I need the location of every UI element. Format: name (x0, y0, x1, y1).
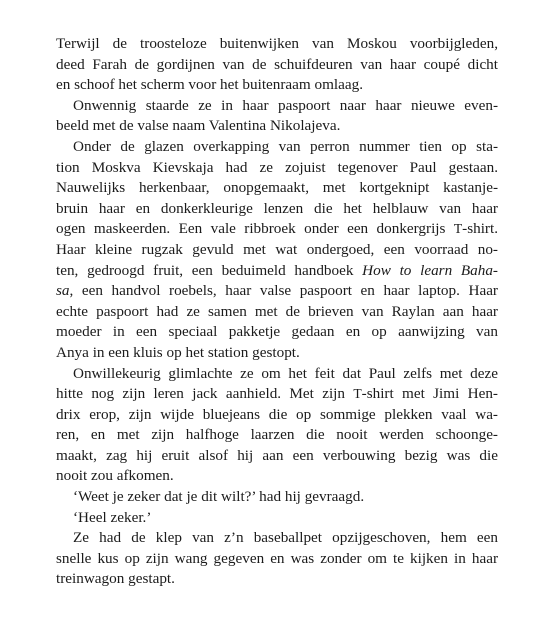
text-line: ‘Heel zeker.’ (73, 508, 152, 526)
text-line: ten, gedroogd fruit, een beduimeld handboek How to learn Baha- (56, 261, 498, 279)
text-line: Ze had de klep van z’n baseballpet opzijgeschoven, hem een (73, 529, 498, 547)
text-line: nooit zou afkomen. (56, 467, 174, 485)
text-line: en schoof het scherm voor het buitenraam omlaag. (56, 76, 364, 94)
text-line: tion Moskva Kievskaja had ze zojuist tegenover Paul gestaan. (56, 158, 498, 176)
paragraph-1 (56, 34, 498, 96)
text-line: drix erop, zijn wijde bluejeans die op sommige plekken vaal wa- (56, 405, 498, 423)
text-line: ogen maskeerden. Een vale ribbroek onder een donkergrijs T-shirt. (56, 220, 498, 238)
book-page (56, 34, 498, 590)
text-line: hitte nog zijn leren jack aanhield. Met zijn T-shirt met Jimi Hen- (56, 385, 498, 403)
paragraph-4 (56, 364, 498, 488)
text-line: bruin haar en donkerkleurige lenzen die het helblauw van haar (56, 199, 498, 217)
text-line: Onder de glazen overkapping van perron nummer tien op sta- (73, 137, 498, 155)
paragraph-5 (56, 487, 498, 508)
text-line: ren, en met zijn halfhoge laarzen die nooit werden schoonge- (56, 426, 498, 444)
text-line: moeder in een speciaal pakketje gedaan en op aanwijzing van (56, 323, 498, 341)
text-line: sa, een handvol roebels, haar valse paspoort en haar laptop. Haar (56, 282, 498, 300)
paragraph-6 (56, 508, 498, 529)
text-line: treinwagon gestapt. (56, 570, 175, 588)
paragraph-2 (56, 96, 498, 137)
text-line: Anya in een kluis op het station gestopt. (56, 343, 300, 361)
text-line: maakt, zag hij eruit alsof hij aan een verbouwing bezig was die (56, 446, 498, 464)
text-line: deed Farah de gordijnen van de schuifdeuren van haar coupé dicht (56, 55, 498, 73)
text-line: Onwennig staarde ze in haar paspoort naar haar nieuwe even- (73, 96, 498, 114)
text-line: Onwillekeurig glimlachte ze om het feit dat Paul zelfs met deze (73, 364, 498, 382)
paragraph-3 (56, 137, 498, 364)
text-line: Nauwelijks herkenbaar, onopgemaakt, met kortgeknipt kastanje- (56, 179, 498, 197)
text-line: ‘Weet je zeker dat je dit wilt?’ had hij gevraagd. (73, 488, 365, 506)
text-line: beeld met de valse naam Valentina Nikolajeva. (56, 117, 341, 135)
text-line: snelle kus op zijn wang gegeven en was zonder om te kijken in haar (56, 549, 498, 567)
text-line: echte paspoort had ze samen met de brieven van Raylan aan haar (56, 302, 498, 320)
text-line: Haar kleine rugzak gevuld met wat ondergoed, een voorraad no- (56, 240, 498, 258)
paragraph-7 (56, 528, 498, 590)
text-line: Terwijl de troosteloze buitenwijken van Moskou voorbijgleden, (56, 35, 498, 52)
